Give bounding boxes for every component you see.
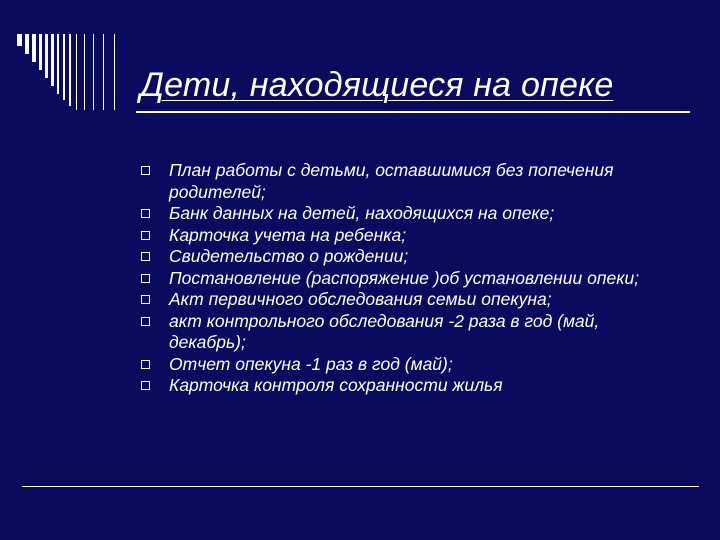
title-divider [136, 111, 690, 113]
slide-title: Дети, находящиеся на опеке [140, 66, 614, 104]
deco-bar [63, 34, 65, 100]
deco-bar [103, 34, 104, 110]
deco-bar [39, 34, 42, 70]
deco-bar [57, 34, 59, 94]
list-item-text: План работы с детьми, оставшимися без попечения родителей; [169, 160, 614, 202]
hollow-square-icon [141, 209, 150, 218]
hollow-square-icon [141, 360, 150, 369]
list-item-text: Отчет опекуна -1 раз в год (май); [169, 353, 453, 374]
deco-bar [32, 34, 36, 62]
hollow-square-icon [141, 295, 150, 304]
list-item [140, 289, 680, 311]
deco-bar [76, 34, 77, 110]
list-item [140, 311, 680, 354]
list-item-text: Акт первичного обследования семьи опекуна; [169, 289, 552, 309]
list-item [140, 225, 680, 247]
deco-bar [84, 34, 85, 110]
list-item-text: Карточка контроля сохранности жилья [169, 375, 503, 395]
deco-bar [17, 34, 22, 46]
list-item-text: Свидетельство о рождении; [169, 246, 409, 266]
deco-bar [45, 34, 48, 78]
footer-divider [22, 486, 699, 487]
list-item-text: Постановление (распоряжение )об установлении опеки; [169, 267, 640, 288]
list-item [140, 246, 680, 268]
list-item-text: Карточка учета на ребенка; [169, 224, 407, 245]
hollow-square-icon [141, 317, 150, 326]
deco-bar [51, 34, 54, 86]
deco-bar [114, 34, 115, 110]
deco-bar [25, 34, 29, 54]
list-item [140, 160, 680, 203]
deco-bar [93, 34, 94, 110]
list-item [140, 375, 680, 397]
list-item [140, 268, 680, 290]
hollow-square-icon [141, 274, 150, 283]
list-item [140, 354, 680, 376]
list-item [140, 203, 680, 225]
hollow-square-icon [141, 231, 150, 240]
hollow-square-icon [141, 252, 150, 261]
hollow-square-icon [141, 381, 150, 390]
decorative-bars [0, 0, 130, 110]
hollow-square-icon [141, 166, 150, 175]
deco-bar [69, 34, 71, 106]
bullet-list [140, 160, 680, 397]
list-item-text: акт контрольного обследования -2 раза в год (май, декабрь); [169, 310, 600, 352]
list-item-text: Банк данных на детей, находящихся на опеке; [169, 203, 555, 223]
